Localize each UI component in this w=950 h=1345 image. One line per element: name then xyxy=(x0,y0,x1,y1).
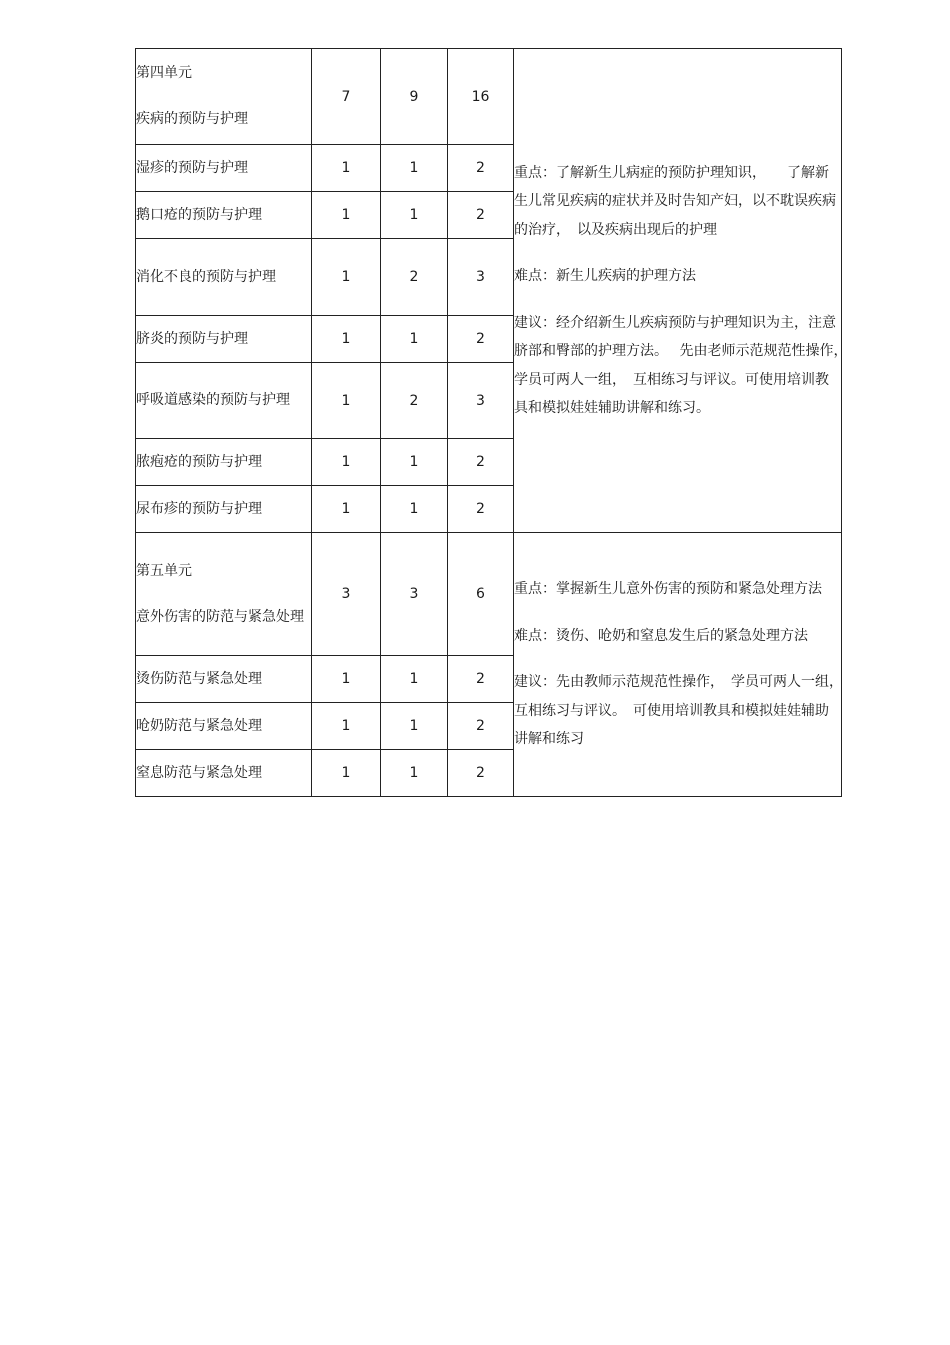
topic-name: 呼吸道感染的预防与护理 xyxy=(136,363,312,439)
total-hours: 16 xyxy=(448,49,514,145)
total-hours: 2 xyxy=(448,192,514,239)
practice-hours: 1 xyxy=(381,656,448,703)
theory-hours: 1 xyxy=(312,656,381,703)
theory-hours: 1 xyxy=(312,145,381,192)
unit-name-cell xyxy=(136,49,312,145)
topic-name: 呛奶防范与紧急处理 xyxy=(136,703,312,750)
theory-hours: 1 xyxy=(312,316,381,363)
key-point: 重点：掌握新生儿意外伤害的预防和紧急处理方法 xyxy=(514,581,822,598)
practice-hours: 1 xyxy=(381,439,448,486)
practice-hours: 1 xyxy=(381,703,448,750)
key-point: 重点：了解新生儿病症的预防护理知识， 了解新生儿常见疾病的症状并及时告知产妇，以不耽误疾病的治疗， 以及疾病出现后的护理 xyxy=(514,164,836,238)
theory-hours: 3 xyxy=(312,533,381,656)
difficulty: 难点：烫伤、呛奶和窒息发生后的紧急处理方法 xyxy=(514,627,808,644)
theory-hours: 1 xyxy=(312,363,381,439)
theory-hours: 1 xyxy=(312,750,381,797)
practice-hours: 9 xyxy=(381,49,448,145)
theory-hours: 1 xyxy=(312,239,381,316)
total-hours: 2 xyxy=(448,316,514,363)
topic-name: 消化不良的预防与护理 xyxy=(136,239,312,316)
theory-hours: 7 xyxy=(312,49,381,145)
unit-row xyxy=(136,533,842,656)
total-hours: 3 xyxy=(448,239,514,316)
topic-name: 尿布疹的预防与护理 xyxy=(136,486,312,533)
difficulty: 难点：新生儿疾病的护理方法 xyxy=(514,268,696,284)
total-hours: 3 xyxy=(448,363,514,439)
practice-hours: 1 xyxy=(381,750,448,797)
unit-notes xyxy=(514,49,855,533)
practice-hours: 1 xyxy=(381,192,448,239)
unit-row xyxy=(136,49,842,145)
topic-name: 脓疱疮的预防与护理 xyxy=(136,439,312,486)
topic-name: 鹅口疮的预防与护理 xyxy=(136,192,312,239)
suggestion: 建议：先由教师示范规范性操作， 学员可两人一组， 互相练习与评议。 可使用培训教具和模拟娃娃辅助讲解和练习 xyxy=(514,674,850,748)
theory-hours: 1 xyxy=(312,192,381,239)
practice-hours: 2 xyxy=(381,239,448,316)
topic-name: 窒息防范与紧急处理 xyxy=(136,750,312,797)
practice-hours: 1 xyxy=(381,486,448,533)
total-hours: 6 xyxy=(448,533,514,656)
topic-name: 湿疹的预防与护理 xyxy=(136,145,312,192)
practice-hours: 1 xyxy=(381,145,448,192)
total-hours: 2 xyxy=(448,145,514,192)
total-hours: 2 xyxy=(448,486,514,533)
practice-hours: 1 xyxy=(381,316,448,363)
unit-name-cell xyxy=(136,533,312,656)
theory-hours: 1 xyxy=(312,703,381,750)
total-hours: 2 xyxy=(448,656,514,703)
total-hours: 2 xyxy=(448,703,514,750)
topic-name: 脐炎的预防与护理 xyxy=(136,316,312,363)
curriculum-table xyxy=(135,48,855,797)
theory-hours: 1 xyxy=(312,486,381,533)
unit-subtitle: 疾病的预防与护理 xyxy=(136,111,248,127)
practice-hours: 3 xyxy=(381,533,448,656)
practice-hours: 2 xyxy=(381,363,448,439)
unit-title: 第五单元 xyxy=(136,562,192,579)
unit-title: 第四单元 xyxy=(136,65,192,81)
unit-subtitle: 意外伤害的防范与紧急处理 xyxy=(136,608,304,625)
unit-notes xyxy=(514,533,850,797)
total-hours: 2 xyxy=(448,439,514,486)
topic-name: 烫伤防范与紧急处理 xyxy=(136,656,312,703)
suggestion: 建议：经介绍新生儿疾病预防与护理知识为主，注意脐部和臀部的护理方法。 先由老师示范规范性操作， 学员可两人一组， 互相练习与评议。可使用培训教具和模拟娃娃辅助讲解和练习。 xyxy=(514,314,855,416)
theory-hours: 1 xyxy=(312,439,381,486)
total-hours: 2 xyxy=(448,750,514,797)
